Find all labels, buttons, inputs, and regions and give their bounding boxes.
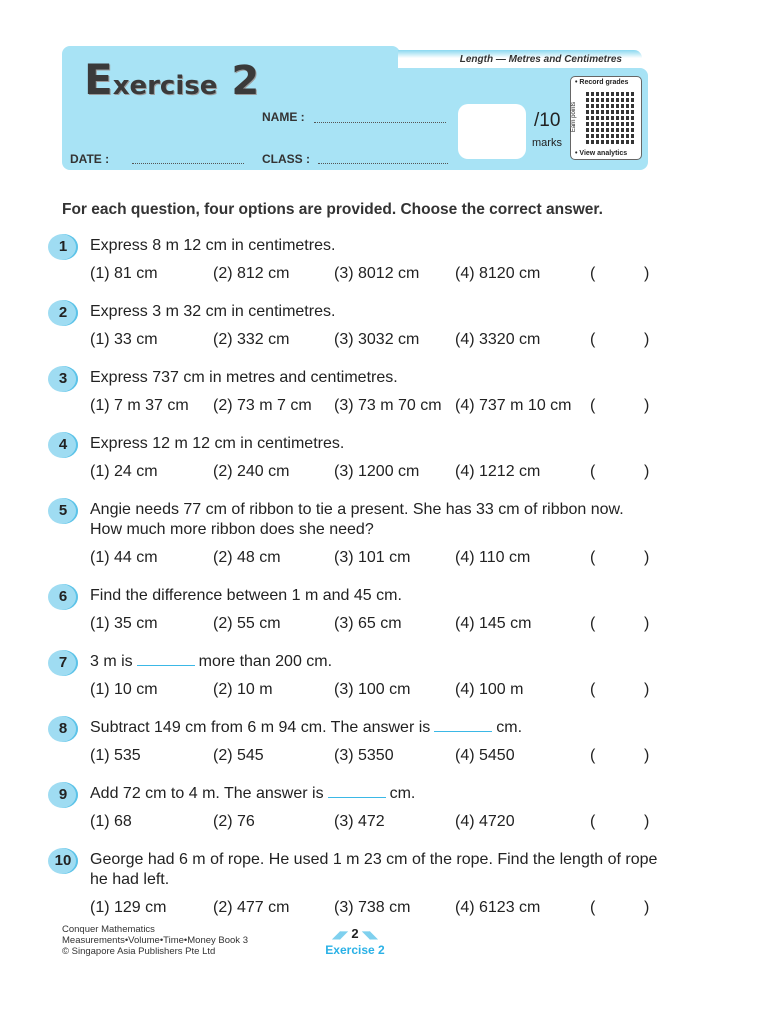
date-label: DATE :: [70, 152, 110, 166]
answer-option[interactable]: (1) 81 cm: [90, 265, 158, 282]
score-box[interactable]: [458, 104, 526, 159]
option-row: [48, 614, 658, 634]
option-row: [48, 812, 658, 832]
answer-paren-open[interactable]: (: [590, 899, 596, 916]
answer-option[interactable]: (2) 10 m: [213, 681, 273, 698]
answer-blank: [434, 719, 492, 732]
question: [48, 782, 658, 832]
answer-paren-open[interactable]: (: [590, 397, 596, 414]
option-row: [48, 680, 658, 700]
topic-tab: Length — Metres and Centimetres: [398, 50, 642, 68]
answer-option[interactable]: (2) 240 cm: [213, 463, 290, 480]
question-number-badge: 7: [48, 650, 78, 676]
instructions: For each question, four options are provided. Choose the correct answer.: [62, 201, 603, 218]
answer-paren-open[interactable]: (: [590, 265, 596, 282]
name-label: NAME :: [262, 110, 305, 124]
question-text: [90, 584, 658, 606]
qr-top-text: • Record grades: [575, 79, 629, 86]
question-list: [48, 234, 658, 934]
answer-paren-close[interactable]: ): [644, 463, 650, 480]
answer-option[interactable]: (1) 24 cm: [90, 463, 158, 480]
exercise-title: [84, 56, 259, 113]
answer-paren-close[interactable]: ): [644, 813, 650, 830]
question: [48, 366, 658, 416]
qr-code-icon: [586, 90, 636, 144]
answer-option[interactable]: (3) 1200 cm: [334, 463, 420, 480]
footer-section: Exercise 2: [325, 943, 385, 957]
option-row: [48, 462, 658, 482]
question-prompt-after: cm.: [496, 719, 523, 736]
title-rest: xercise: [112, 71, 218, 101]
answer-paren-open[interactable]: (: [590, 549, 596, 566]
title-number: 2: [231, 58, 260, 104]
answer-option[interactable]: (4) 110 cm: [455, 549, 531, 566]
answer-option[interactable]: (2) 812 cm: [213, 265, 290, 282]
question-prompt: Add 72 cm to 4 m. The answer is: [90, 785, 324, 802]
answer-paren-close[interactable]: ): [644, 549, 650, 566]
answer-option[interactable]: (3) 3032 cm: [334, 331, 420, 348]
answer-option[interactable]: (2) 76: [213, 813, 255, 830]
question: [48, 432, 658, 482]
answer-option[interactable]: (2) 73 m 7 cm: [213, 397, 312, 414]
question-text: [90, 432, 658, 454]
question-number-badge: 2: [48, 300, 78, 326]
question: [48, 498, 658, 568]
question: [48, 716, 658, 766]
answer-option[interactable]: (4) 6123 cm: [455, 899, 541, 916]
question: [48, 300, 658, 350]
answer-option[interactable]: (3) 101 cm: [334, 549, 411, 566]
answer-paren-open[interactable]: (: [590, 615, 596, 632]
question-prompt-after: cm.: [389, 785, 416, 802]
wing-right-icon: ◥◣: [362, 930, 378, 941]
answer-option[interactable]: (2) 332 cm: [213, 331, 290, 348]
question-text: [90, 498, 658, 540]
question-prompt: George had 6 m of rope. He used 1 m 23 cm of the rope. Find the length of rope he had left.: [90, 851, 658, 888]
option-row: [48, 898, 658, 918]
footer-copyright: © Singapore Asia Publishers Pte Ltd: [62, 946, 216, 957]
answer-option[interactable]: (1) 129 cm: [90, 899, 167, 916]
page-number: 2: [351, 926, 359, 941]
answer-option[interactable]: (4) 8120 cm: [455, 265, 541, 282]
question-text: [90, 782, 658, 804]
answer-paren-close[interactable]: ): [644, 899, 650, 916]
answer-option[interactable]: (2) 545: [213, 747, 264, 764]
question-prompt: Express 8 m 12 cm in centimetres.: [90, 237, 336, 254]
answer-option[interactable]: (3) 472: [334, 813, 385, 830]
answer-paren-close[interactable]: ): [644, 331, 650, 348]
answer-option[interactable]: (1) 68: [90, 813, 132, 830]
option-row: [48, 548, 658, 568]
answer-option[interactable]: (3) 65 cm: [334, 615, 402, 632]
answer-paren-open[interactable]: (: [590, 331, 596, 348]
qr-side-text: Earn points: [571, 101, 578, 133]
answer-option[interactable]: (4) 4720: [455, 813, 515, 830]
question: [48, 650, 658, 700]
answer-option[interactable]: (4) 5450: [455, 747, 515, 764]
footer-book: Measurements•Volume•Time•Money Book 3: [62, 935, 248, 946]
qr-code-panel[interactable]: [570, 76, 642, 160]
footer-series: Conquer Mathematics: [62, 924, 155, 935]
question-number-badge: 8: [48, 716, 78, 742]
question-text: [90, 300, 658, 322]
question-prompt: Express 737 cm in metres and centimetres.: [90, 369, 398, 386]
question-number-badge: 9: [48, 782, 78, 808]
question-number-badge: 6: [48, 584, 78, 610]
question-number-badge: 10: [48, 848, 78, 874]
question-prompt: 3 m is: [90, 653, 133, 670]
question-prompt-after: more than 200 cm.: [198, 653, 333, 670]
question-prompt: Subtract 149 cm from 6 m 94 cm. The answer is: [90, 719, 431, 736]
wing-left-icon: ◢◤: [332, 930, 348, 941]
answer-option[interactable]: (1) 44 cm: [90, 549, 158, 566]
answer-option[interactable]: (1) 7 m 37 cm: [90, 397, 189, 414]
question: [48, 848, 658, 918]
question: [48, 234, 658, 284]
question-number-badge: 4: [48, 432, 78, 458]
question-prompt: Find the difference between 1 m and 45 cm.: [90, 587, 402, 604]
answer-option[interactable]: (3) 5350: [334, 747, 394, 764]
qr-bottom-text: • View analytics: [575, 150, 628, 157]
class-label: CLASS :: [262, 152, 310, 166]
answer-option[interactable]: (4) 3320 cm: [455, 331, 541, 348]
question-prompt: Angie needs 77 cm of ribbon to tie a present. She has 33 cm of ribbon now. How much more ribbon does she need?: [90, 501, 624, 538]
answer-paren-open[interactable]: (: [590, 747, 596, 764]
question-prompt: Express 12 m 12 cm in centimetres.: [90, 435, 345, 452]
question-number-badge: 5: [48, 498, 78, 524]
answer-option[interactable]: (4) 1212 cm: [455, 463, 541, 480]
answer-paren-open[interactable]: (: [590, 813, 596, 830]
question-text: [90, 716, 658, 738]
question-prompt: Express 3 m 32 cm in centimetres.: [90, 303, 336, 320]
option-row: [48, 330, 658, 350]
footer-publisher: [62, 924, 248, 957]
title-initial: E: [84, 55, 113, 104]
answer-option[interactable]: (3) 100 cm: [334, 681, 411, 698]
answer-option[interactable]: (2) 55 cm: [213, 615, 281, 632]
question-number-badge: 1: [48, 234, 78, 260]
answer-paren-open[interactable]: (: [590, 681, 596, 698]
name-field[interactable]: [314, 122, 446, 123]
answer-paren-close[interactable]: ): [644, 397, 650, 414]
answer-option[interactable]: (4) 145 cm: [455, 615, 532, 632]
answer-blank: [328, 785, 386, 798]
answer-option[interactable]: (4) 737 m 10 cm: [455, 397, 572, 414]
answer-paren-close[interactable]: ): [644, 265, 650, 282]
answer-paren-open[interactable]: (: [590, 463, 596, 480]
answer-option[interactable]: (3) 8012 cm: [334, 265, 420, 282]
question: [48, 584, 658, 634]
answer-option[interactable]: (2) 477 cm: [213, 899, 290, 916]
answer-option[interactable]: (3) 73 m 70 cm: [334, 397, 442, 414]
question-text: [90, 848, 658, 890]
answer-option[interactable]: (1) 35 cm: [90, 615, 158, 632]
question-number-badge: 3: [48, 366, 78, 392]
answer-option[interactable]: (2) 48 cm: [213, 549, 281, 566]
date-field[interactable]: [132, 163, 244, 164]
class-field[interactable]: [318, 163, 448, 164]
answer-paren-close[interactable]: ): [644, 681, 650, 698]
option-row: [48, 746, 658, 766]
answer-option[interactable]: (1) 10 cm: [90, 681, 158, 698]
answer-option[interactable]: (4) 100 m: [455, 681, 524, 698]
answer-paren-close[interactable]: ): [644, 747, 650, 764]
option-row: [48, 264, 658, 284]
answer-blank: [137, 653, 195, 666]
answer-option[interactable]: (1) 535: [90, 747, 141, 764]
footer-page: [315, 926, 395, 957]
option-row: [48, 396, 658, 416]
answer-paren-close[interactable]: ): [644, 615, 650, 632]
exercise-header: [62, 46, 648, 170]
question-text: [90, 366, 658, 388]
out-of-total: /10: [534, 110, 561, 131]
answer-option[interactable]: (3) 738 cm: [334, 899, 411, 916]
question-text: [90, 234, 658, 256]
answer-option[interactable]: (1) 33 cm: [90, 331, 158, 348]
marks-label: marks: [532, 137, 562, 149]
question-text: [90, 650, 658, 672]
